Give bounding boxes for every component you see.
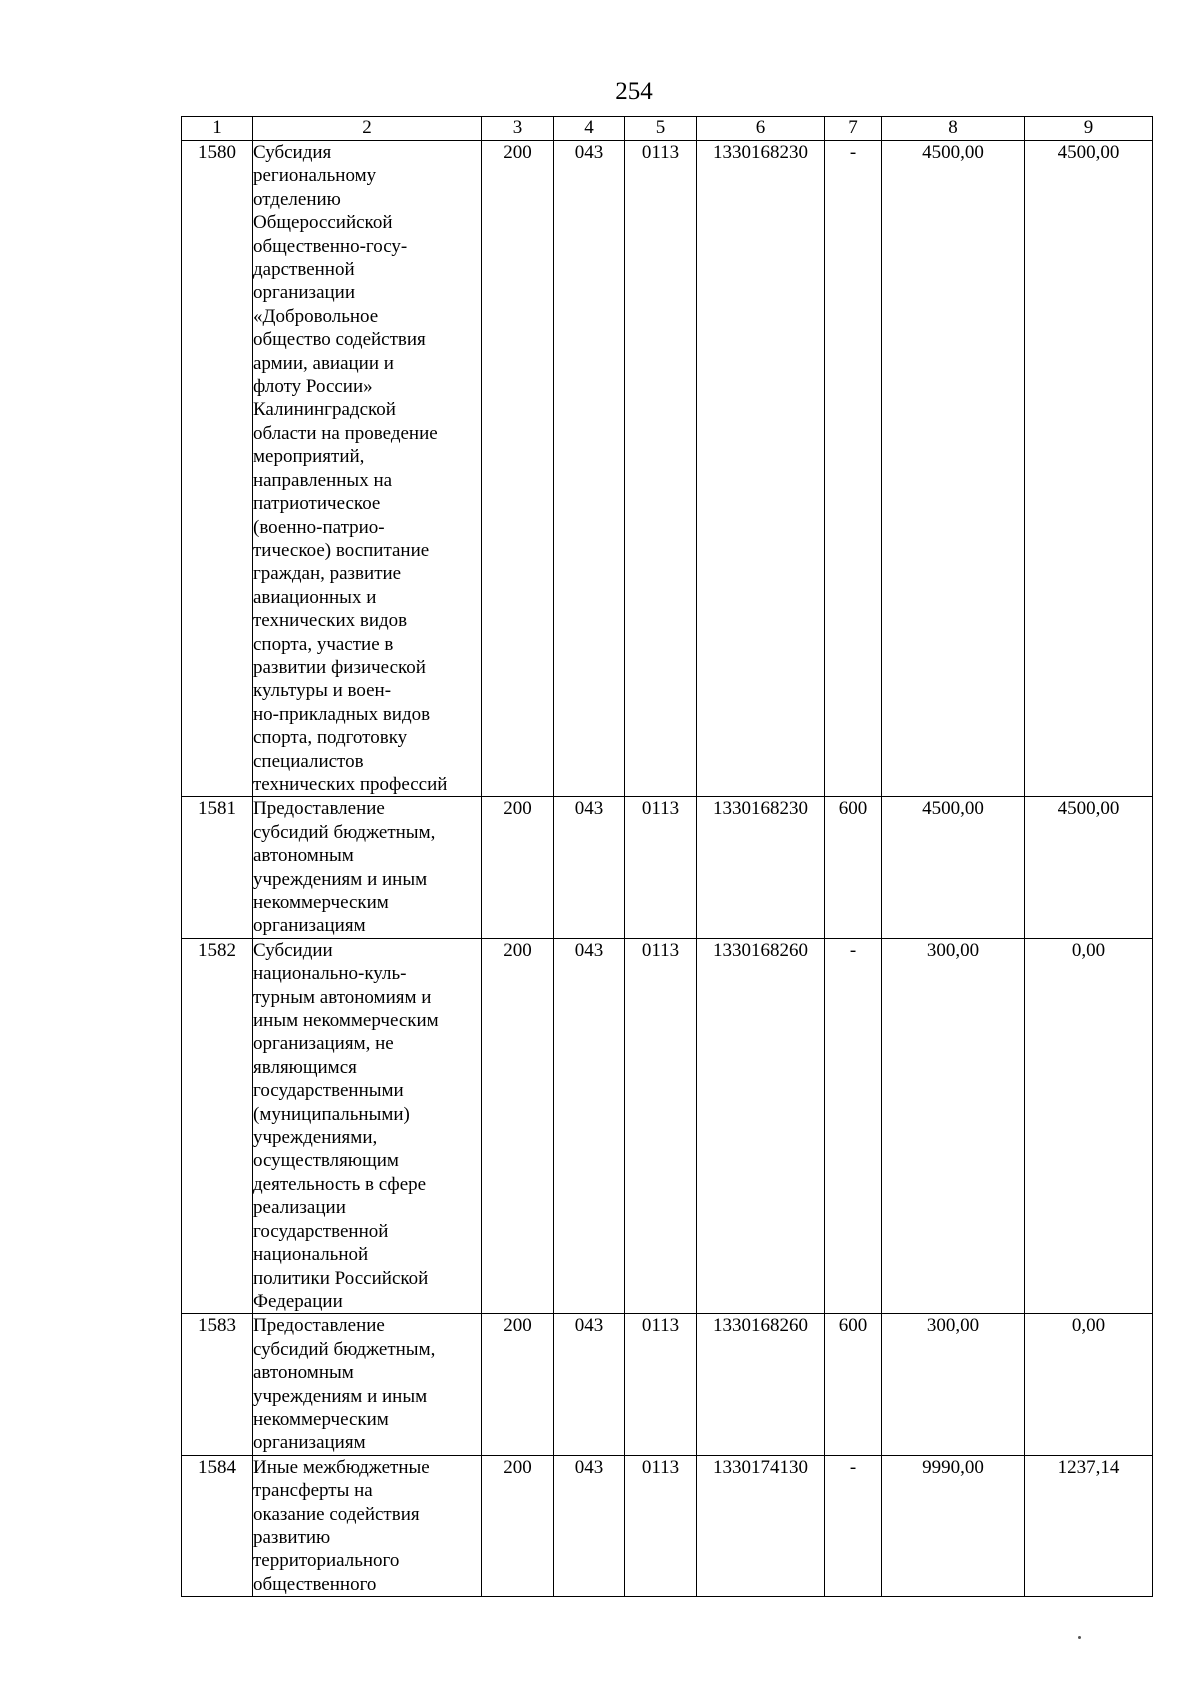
- code-col-4: 043: [554, 1314, 625, 1455]
- description-line: направленных на: [253, 469, 393, 491]
- description-line: оказание содействия: [253, 1503, 420, 1525]
- amount-col-8: 300,00: [882, 1314, 1025, 1455]
- row-number: 1581: [182, 797, 253, 938]
- description-line: являющимся: [253, 1056, 357, 1078]
- row-number: 1584: [182, 1455, 253, 1596]
- description-line: граждан, развитие: [253, 563, 402, 585]
- code-col-4: 043: [554, 141, 625, 797]
- description-line: национально-куль-: [253, 963, 407, 985]
- row-description: [253, 141, 482, 797]
- code-col-5: 0113: [625, 1455, 697, 1596]
- code-col-6: 1330168230: [697, 141, 825, 797]
- amount-col-9: 4500,00: [1025, 797, 1153, 938]
- description-line: учреждениям и иным: [253, 868, 428, 890]
- code-col-4: 043: [554, 797, 625, 938]
- description-line: трансферты на: [253, 1480, 373, 1502]
- description-line: учреждениями,: [253, 1127, 378, 1149]
- code-col-5: 0113: [625, 797, 697, 938]
- description-line: автономным: [253, 845, 354, 867]
- description-line: общество содействия: [253, 329, 426, 351]
- code-col-6: 1330168230: [697, 797, 825, 938]
- description-line: технических видов: [253, 610, 408, 632]
- header-col-1: 1: [182, 117, 253, 141]
- row-description: [253, 938, 482, 1314]
- code-col-3: 200: [482, 938, 554, 1314]
- description-line: Федерации: [253, 1290, 343, 1312]
- description-line: территориального: [253, 1550, 400, 1572]
- description-line: деятельность в сфере: [253, 1173, 427, 1195]
- code-col-6: 1330168260: [697, 1314, 825, 1455]
- description-line: турным автономиям и: [253, 986, 432, 1008]
- amount-col-9: 0,00: [1025, 1314, 1153, 1455]
- amount-col-8: 9990,00: [882, 1455, 1025, 1596]
- budget-table: [181, 116, 1153, 1597]
- description-line: субсидий бюджетным,: [253, 1338, 436, 1360]
- description-line: Иные межбюджетные: [253, 1456, 430, 1478]
- code-col-3: 200: [482, 1455, 554, 1596]
- description-line: Субсидия: [253, 142, 332, 163]
- description-line: государственной: [253, 1220, 389, 1242]
- description-line: Общероссийской: [253, 212, 393, 234]
- header-col-2: 2: [253, 117, 482, 141]
- page-number: 254: [615, 78, 653, 105]
- header-col-9: 9: [1025, 117, 1153, 141]
- code-col-7: -: [825, 938, 882, 1314]
- description-line: авиационных и: [253, 586, 377, 608]
- description-line: организации: [253, 282, 356, 304]
- description-line: региональному: [253, 165, 377, 187]
- description-line: субсидий бюджетным,: [253, 821, 436, 843]
- description-line: области на проведение: [253, 422, 438, 444]
- description-line: спорта, участие в: [253, 633, 394, 655]
- description-line: «Добровольное: [253, 305, 379, 327]
- description-line: (военно-патрио-: [253, 516, 385, 538]
- header-col-4: 4: [554, 117, 625, 141]
- row-number: 1583: [182, 1314, 253, 1455]
- row-description: [253, 1455, 482, 1596]
- table-row: [182, 938, 1153, 1314]
- header-col-5: 5: [625, 117, 697, 141]
- header-col-3: 3: [482, 117, 554, 141]
- description-line: мероприятий,: [253, 446, 365, 468]
- description-line: армии, авиации и: [253, 352, 394, 374]
- code-col-7: -: [825, 141, 882, 797]
- description-line: культуры и воен-: [253, 680, 392, 702]
- description-line: государственными: [253, 1080, 404, 1102]
- description-line: организациям, не: [253, 1033, 394, 1055]
- description-line: организациям: [253, 1432, 366, 1454]
- description-line: некоммерческим: [253, 892, 389, 913]
- description-line: общественно-госу-: [253, 235, 408, 257]
- row-description: [253, 1314, 482, 1455]
- description-line: (муниципальными): [253, 1103, 410, 1125]
- header-row: [182, 117, 1153, 141]
- code-col-3: 200: [482, 1314, 554, 1455]
- description-line: патриотическое: [253, 493, 381, 515]
- scan-speck: [1078, 1636, 1081, 1639]
- code-col-7: 600: [825, 797, 882, 938]
- description-line: флоту России»: [253, 376, 373, 398]
- description-line: развитию: [253, 1526, 331, 1548]
- description-line: развитии физической: [253, 656, 426, 678]
- description-line: иным некоммерческим: [253, 1010, 439, 1032]
- code-col-3: 200: [482, 141, 554, 797]
- row-number: 1582: [182, 938, 253, 1314]
- description-line: автономным: [253, 1362, 354, 1384]
- amount-col-8: 4500,00: [882, 797, 1025, 938]
- description-line: некоммерческим: [253, 1408, 389, 1430]
- header-col-7: 7: [825, 117, 882, 141]
- row-description: [253, 797, 482, 938]
- amount-col-8: 4500,00: [882, 141, 1025, 797]
- table-row: [182, 141, 1153, 797]
- code-col-6: 1330174130: [697, 1455, 825, 1596]
- description-line: но-прикладных видов: [253, 703, 431, 725]
- header-col-8: 8: [882, 117, 1025, 141]
- code-col-5: 0113: [625, 141, 697, 797]
- code-col-7: 600: [825, 1314, 882, 1455]
- description-line: спорта, подготовку: [253, 727, 408, 749]
- code-col-4: 043: [554, 938, 625, 1314]
- amount-col-8: 300,00: [882, 938, 1025, 1314]
- row-number: 1580: [182, 141, 253, 797]
- table-row: [182, 797, 1153, 938]
- description-line: организациям: [253, 915, 366, 937]
- description-line: специалистов: [253, 750, 364, 772]
- description-line: технических профессий: [253, 773, 448, 795]
- description-line: общественного: [253, 1573, 377, 1595]
- code-col-7: -: [825, 1455, 882, 1596]
- code-col-5: 0113: [625, 1314, 697, 1455]
- code-col-4: 043: [554, 1455, 625, 1596]
- amount-col-9: 0,00: [1025, 938, 1153, 1314]
- description-line: тическое) воспитание: [253, 539, 430, 561]
- code-col-6: 1330168260: [697, 938, 825, 1314]
- description-line: Предоставление: [253, 798, 385, 820]
- description-line: Калининградской: [253, 399, 396, 421]
- amount-col-9: 4500,00: [1025, 141, 1153, 797]
- header-col-6: 6: [697, 117, 825, 141]
- description-line: осуществляющим: [253, 1150, 399, 1172]
- description-line: отделению: [253, 188, 341, 210]
- description-line: политики Российской: [253, 1267, 429, 1289]
- description-line: дарственной: [253, 259, 355, 281]
- table-row: [182, 1455, 1153, 1596]
- amount-col-9: 1237,14: [1025, 1455, 1153, 1596]
- description-line: Субсидии: [253, 939, 333, 961]
- code-col-3: 200: [482, 797, 554, 938]
- description-line: учреждениям и иным: [253, 1385, 428, 1407]
- description-line: национальной: [253, 1244, 369, 1266]
- description-line: реализации: [253, 1197, 346, 1219]
- code-col-5: 0113: [625, 938, 697, 1314]
- description-line: Предоставление: [253, 1315, 385, 1337]
- table-row: [182, 1314, 1153, 1455]
